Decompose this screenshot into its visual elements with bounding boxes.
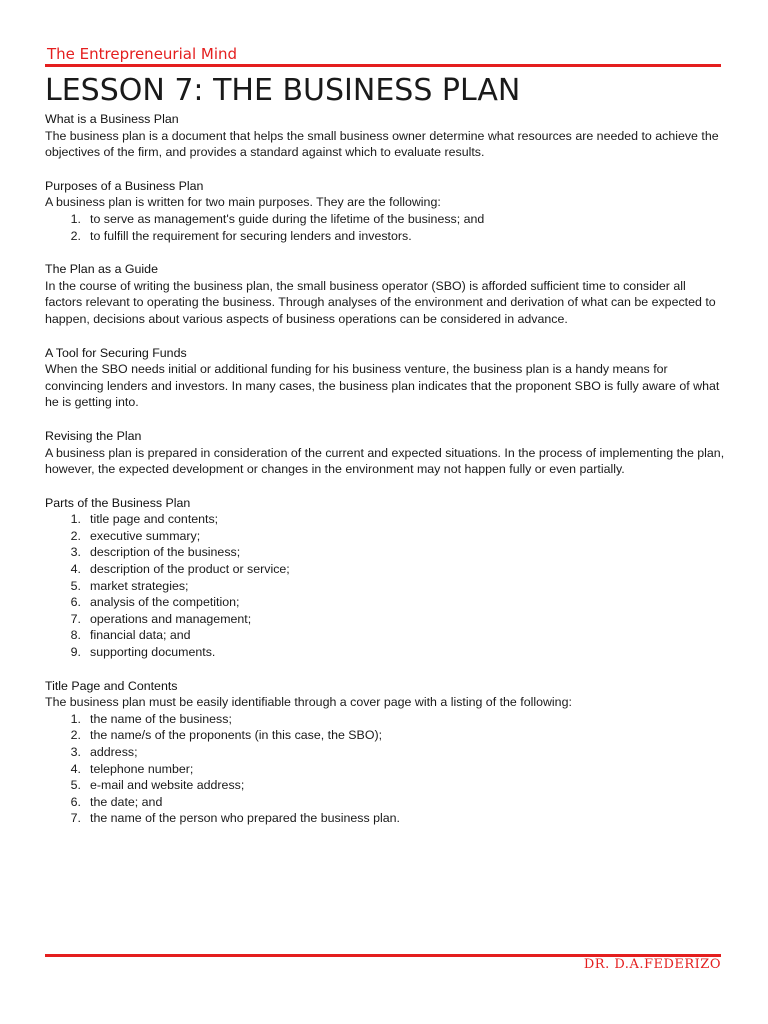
list-item	[45, 578, 725, 595]
list-item-text: executive summary;	[90, 528, 201, 543]
section	[45, 495, 725, 661]
section-heading: Parts of the Business Plan	[45, 495, 191, 510]
section-paragraph: When the SBO needs initial or additional funding for his business venture, the business plan is a handy means for convincing lenders and investors. In many cases, the business plan indicates that the proponent SBO is fully aware of what he is getting into.	[45, 362, 720, 410]
list-item-text: financial data; and	[90, 628, 191, 643]
numbered-list	[45, 211, 725, 244]
list-item	[45, 228, 725, 245]
list-item-number: 4.	[70, 761, 81, 776]
list-item	[45, 627, 725, 644]
list-item-text: to fulfill the requirement for securing lenders and investors.	[90, 228, 412, 243]
list-item-text: telephone number;	[90, 761, 194, 776]
list-item-number: 9.	[70, 645, 81, 660]
list-item-number: 7.	[70, 611, 81, 626]
header-brand: The Entrepreneurial Mind	[47, 45, 238, 63]
list-item-text: the name/s of the proponents (in this case, the SBO);	[90, 728, 383, 743]
list-item-number: 2.	[70, 528, 81, 543]
list-item-number: 8.	[70, 628, 81, 643]
section-paragraph: A business plan is written for two main purposes. They are the following:	[45, 195, 441, 210]
list-item-text: e-mail and website address;	[90, 778, 245, 793]
list-item-number: 2.	[70, 228, 81, 243]
list-item-text: operations and management;	[90, 611, 252, 626]
list-item	[45, 777, 725, 794]
section-heading: What is a Business Plan	[45, 112, 179, 126]
list-item-text: description of the business;	[90, 545, 241, 560]
list-item-text: the date; and	[90, 794, 163, 809]
section-heading: A Tool for Securing Funds	[45, 345, 187, 360]
list-item-text: title page and contents;	[90, 512, 219, 527]
list-item-number: 7.	[70, 811, 81, 826]
section	[45, 261, 725, 327]
section-heading: Purposes of a Business Plan	[45, 178, 204, 193]
list-item	[45, 744, 725, 761]
list-item	[45, 644, 725, 661]
section-paragraph: In the course of writing the business plan, the small business operator (SBO) is afforded sufficient time to consider all factors relevant to operating the business. Through analyses of the environment and derivation of what can be expected to happen, decisions about various aspects of business operations can be considered in advance.	[45, 278, 716, 326]
list-item	[45, 611, 725, 628]
list-item-number: 2.	[70, 728, 81, 743]
section	[45, 178, 725, 244]
section	[45, 345, 725, 411]
list-item-number: 1.	[70, 512, 81, 527]
section	[45, 111, 725, 161]
list-item	[45, 761, 725, 778]
list-item	[45, 561, 725, 578]
section-heading: Title Page and Contents	[45, 678, 178, 693]
document-body	[45, 111, 725, 844]
section-heading: Revising the Plan	[45, 428, 142, 443]
list-item-text: market strategies;	[90, 578, 189, 593]
list-item-text: the name of the person who prepared the business plan.	[90, 811, 400, 826]
list-item	[45, 711, 725, 728]
list-item	[45, 544, 725, 561]
list-item-text: address;	[90, 745, 138, 759]
top-divider	[45, 64, 721, 67]
list-item-number: 6.	[70, 595, 81, 610]
list-item	[45, 511, 725, 528]
list-item-text: the name of the business;	[90, 711, 232, 726]
list-item	[45, 810, 725, 827]
list-item	[45, 528, 725, 545]
footer-author: DR. D.A.FEDERIZO	[583, 957, 721, 972]
list-item-number: 1.	[70, 211, 81, 226]
list-item-number: 3.	[70, 745, 81, 759]
list-item	[45, 211, 725, 228]
list-item-text: to serve as management's guide during the lifetime of the business; and	[90, 211, 485, 226]
list-item-number: 1.	[70, 711, 81, 726]
list-item	[45, 594, 725, 611]
page-title: LESSON 7: THE BUSINESS PLAN	[45, 73, 521, 108]
section	[45, 428, 725, 478]
list-item-number: 5.	[70, 778, 81, 793]
numbered-list	[45, 511, 725, 660]
list-item-text: supporting documents.	[90, 645, 216, 660]
list-item-text: description of the product or service;	[90, 562, 290, 577]
section-paragraph: A business plan is prepared in consideration of the current and expected situations. In the process of implementing the plan, however, the expected development or changes in the environment may not happen fully or even partially.	[45, 445, 725, 477]
list-item-number: 3.	[70, 545, 81, 560]
section-heading: The Plan as a Guide	[45, 262, 158, 277]
list-item	[45, 727, 725, 744]
list-item-number: 6.	[70, 794, 81, 809]
section-paragraph: The business plan must be easily identifiable through a cover page with a listing of the following:	[45, 695, 572, 710]
list-item-number: 4.	[70, 562, 81, 577]
list-item	[45, 794, 725, 811]
numbered-list	[45, 711, 725, 827]
list-item-number: 5.	[70, 578, 81, 593]
section-paragraph: The business plan is a document that helps the small business owner determine what resources are needed to achieve the objectives of the firm, and provides a standard against which to evaluate results.	[45, 128, 719, 160]
section	[45, 678, 725, 827]
list-item-text: analysis of the competition;	[90, 595, 240, 610]
